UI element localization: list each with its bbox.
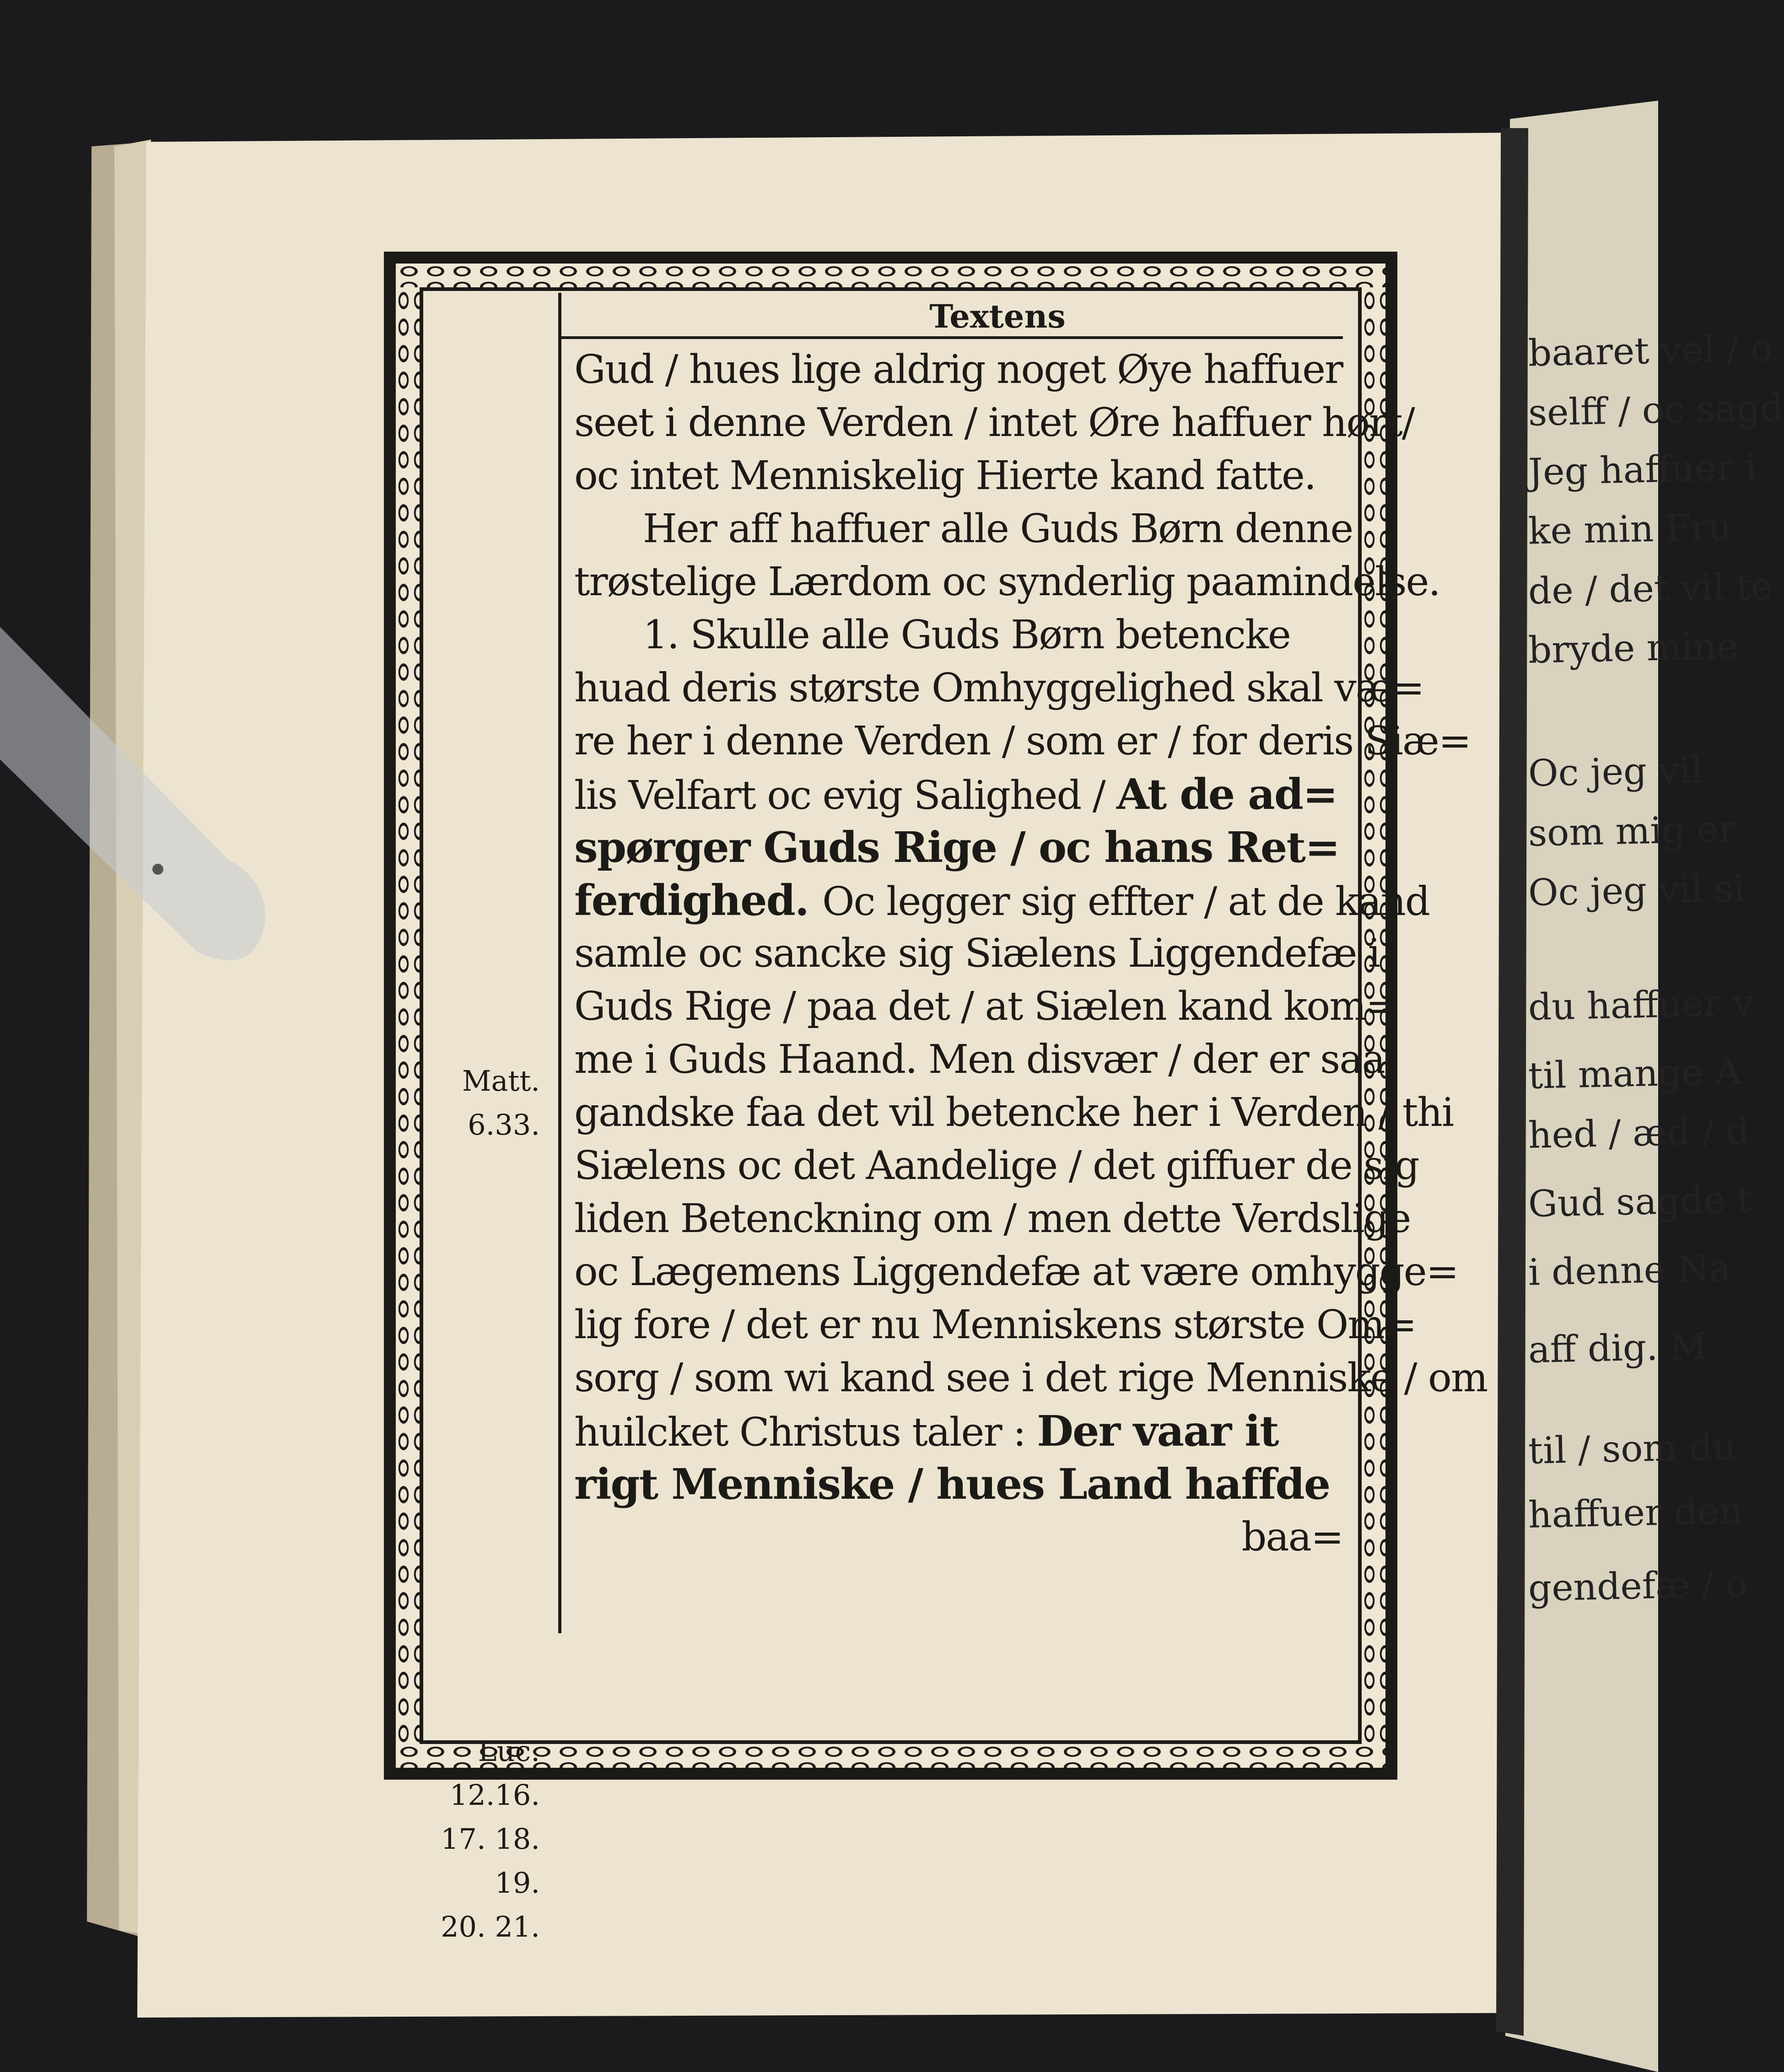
text-line: trøstelige Lærdom oc synderlig paamindelse. bbox=[574, 559, 1440, 605]
facing-page-line: Jeg haffuer i bbox=[1528, 446, 1758, 494]
facing-page-line: gendefæ / o bbox=[1528, 1562, 1748, 1610]
facing-page-line: hed / æd / d bbox=[1528, 1109, 1750, 1157]
marginal-note-luc bbox=[389, 1729, 540, 1949]
facing-page-line: Oc jeg vil si bbox=[1528, 867, 1745, 914]
facing-page-line: ke min Fru bbox=[1528, 506, 1732, 553]
facing-page-line: Oc jeg vil bbox=[1528, 748, 1703, 795]
facing-page-line: selff / oc sagd bbox=[1528, 386, 1784, 434]
body-text bbox=[574, 343, 1488, 1564]
text-line: Guds Rige / paa det / at Siælen kand kom= bbox=[574, 984, 1398, 1029]
left-page bbox=[146, 142, 1510, 2018]
facing-page-line: aff dig. M bbox=[1528, 1324, 1708, 1372]
marginal-note-matt: Matt. 6.33. bbox=[462, 1064, 540, 1141]
text-line: liden Betenckning om / men dette Verdslige bbox=[574, 1196, 1411, 1242]
marginal-note-line: 20. 21. bbox=[441, 1910, 540, 1943]
emphasis-text: rigt Menniske / hues Land haffde bbox=[574, 1459, 1330, 1509]
emphasis-text: Der vaar it bbox=[1037, 1406, 1278, 1456]
facing-page-line: de / det vil te bbox=[1528, 565, 1773, 613]
text-line: huilcket Christus taler : Der vaar it bbox=[574, 1406, 1278, 1456]
border-left-ornament bbox=[396, 287, 423, 1744]
marginal-note-line: Luc. 12.16. bbox=[449, 1734, 540, 1812]
margin-rule bbox=[558, 293, 561, 1633]
text-line: gandske faa det vil betencke her i Verden / thi bbox=[574, 1090, 1454, 1136]
text-line: 1. Skulle alle Guds Børn betencke bbox=[643, 612, 1290, 658]
text-line: lig fore / det er nu Menniskens største Om= bbox=[574, 1302, 1416, 1348]
text-line: ferdighed. Oc legger sig effter / at de kand bbox=[574, 876, 1429, 925]
facing-page-line: til mange A bbox=[1528, 1050, 1742, 1097]
running-head: Textens bbox=[929, 297, 1066, 335]
text-line: re her i denne Verden / som er / for deris Siæ= bbox=[574, 718, 1471, 764]
text-line: me i Guds Haand. Men disvær / der er saa bbox=[574, 1037, 1385, 1082]
emphasis-text: spørger Guds Rige / oc hans Ret= bbox=[574, 823, 1340, 872]
facing-page-line: baaret vel / o bbox=[1528, 327, 1773, 375]
text-line: huad deris største Omhyggelighed skal væ= bbox=[574, 665, 1424, 711]
text-line: Siælens oc det Aandelige / det giffuer de sig bbox=[574, 1143, 1419, 1189]
header-rule bbox=[558, 336, 1343, 339]
catchword: baa= bbox=[1241, 1514, 1343, 1560]
facing-page-line: Gud sagde t bbox=[1528, 1178, 1752, 1226]
emphasis-text: At de ad= bbox=[1116, 770, 1337, 819]
text-line: Gud / hues lige aldrig noget Øye haffuer bbox=[574, 347, 1343, 393]
marginal-note-line: 17. 18. 19. bbox=[441, 1822, 540, 1900]
text-line bbox=[574, 821, 1357, 874]
text-line: sorg / som wi kand see i det rige Menniske / om bbox=[574, 1355, 1488, 1401]
border-bottom-ornament bbox=[396, 1740, 1385, 1768]
text-line: lis Velfart oc evig Salighed / At de ad= bbox=[574, 770, 1337, 819]
emphasis-text: ferdighed. bbox=[574, 876, 822, 925]
text-line bbox=[574, 1458, 1357, 1511]
facing-page-line: haffuer den bbox=[1528, 1489, 1743, 1536]
text-line: oc intet Menniskelig Hierte kand fatte. bbox=[574, 453, 1316, 499]
text-line: Her aff haffuer alle Guds Børn denne bbox=[643, 506, 1353, 552]
text-line: samle oc sancke sig Siælens Liggendefæ i bbox=[574, 931, 1380, 976]
facing-page-line: i denne Na bbox=[1528, 1247, 1732, 1294]
facing-page-line: bryde mine bbox=[1528, 624, 1739, 672]
facing-page-line: som mig er bbox=[1528, 807, 1737, 855]
facing-page bbox=[1510, 0, 1784, 2072]
facing-page-line: til / som du bbox=[1528, 1425, 1737, 1472]
text-line: oc Lægemens Liggendefæ at være omhygge= bbox=[574, 1249, 1458, 1295]
text-line: seet i denne Verden / intet Øre haffuer hørt/ bbox=[574, 400, 1414, 446]
facing-page-line: du haffuer v bbox=[1528, 981, 1754, 1029]
border-top-ornament bbox=[396, 264, 1385, 291]
